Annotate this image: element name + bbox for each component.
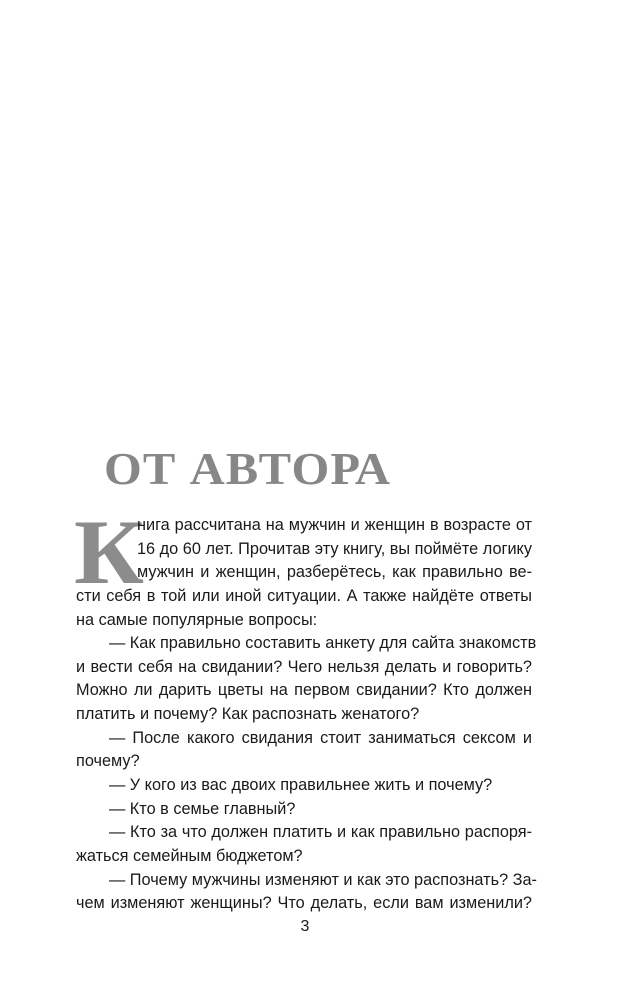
text-line: — Кто за что должен платить и как правильно распоря- [109, 823, 532, 842]
text-line: нига рассчитана на мужчин и женщин в возрасте от [137, 516, 532, 534]
text-line: — Почему мужчины изменяют и как это распознать? За- [109, 870, 537, 889]
text-line: почему? [76, 752, 140, 771]
text-line: платить и почему? Как распознать женатого? [76, 705, 420, 724]
drop-cap: К [74, 501, 145, 603]
text-line: Можно ли дарить цветы на первом свидании? Кто должен [76, 681, 532, 700]
page-number: 3 [300, 918, 310, 935]
text-line: — У кого из вас двоих правильнее жить и почему? [109, 776, 493, 795]
text-line: и вести себя на свидании? Чего нельзя делать и говорить? [76, 657, 532, 676]
chapter-heading: ОТ АВТОРА [104, 444, 392, 494]
text-line: — Как правильно составить анкету для сайта знакомств [109, 634, 537, 653]
body-text [74, 501, 537, 916]
text-line: — После какого свидания стоит заниматься сексом и [109, 728, 532, 747]
text-line: жаться семейным бюджетом? [76, 846, 303, 865]
text-line: — Кто в семье главный? [109, 799, 296, 818]
text-line: мужчин и женщин, разберётесь, как правильно ве- [137, 563, 532, 582]
text-line: чем изменяют женщины? Что делать, если вам изменили? [76, 894, 532, 913]
text-line: 16 до 60 лет. Прочитав эту книгу, вы поймёте логику [137, 539, 532, 558]
text-line: сти себя в той или иной ситуации. А также найдёте ответы [76, 586, 532, 605]
text-line: на самые популярные вопросы: [76, 610, 318, 629]
